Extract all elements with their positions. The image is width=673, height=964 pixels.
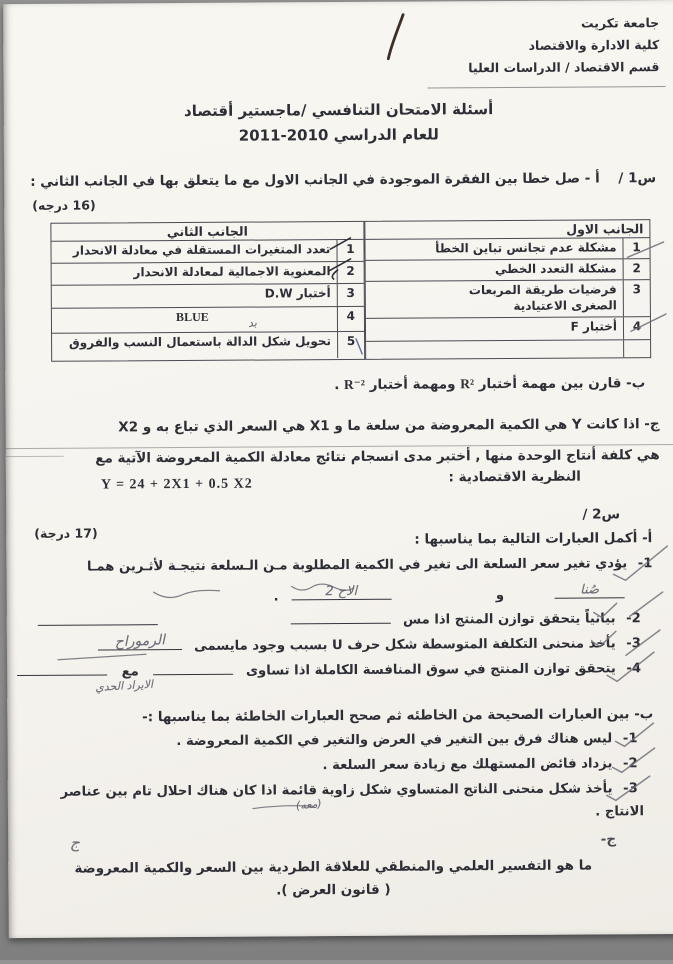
row-text: أختبار F <box>570 319 618 334</box>
row-number: 2 <box>337 262 364 283</box>
table-row <box>365 259 649 282</box>
q2b-item-3-continuation: الانتاج . <box>595 804 645 820</box>
q1-instruction-line <box>30 170 656 190</box>
q2-marks: (17 درجة) <box>34 525 98 541</box>
handwritten-answer: الاح 2 <box>325 583 358 600</box>
q1-part-c-line3: النظرية الاقتصادية : <box>448 468 581 486</box>
handwritten-answer: الرموراح <box>113 632 165 651</box>
table-second-side <box>50 221 365 362</box>
item-text: يأخذ شكل منحنى الناتج المتساوي شكل زاوية قائمة اذا كان هناك احلال تام بين عناصر <box>60 781 613 800</box>
item-text: بيانياً يتحقق توازن المنتج اذا مس <box>402 611 616 628</box>
college-name: كلية الادارة والاقتصاد <box>528 37 660 53</box>
table-row <box>52 262 364 286</box>
sentence-period: . <box>273 589 279 605</box>
row-number: 1 <box>622 238 649 258</box>
exam-title-block <box>124 97 554 150</box>
exam-paper-page <box>3 0 673 938</box>
row-number: 4 <box>623 317 650 339</box>
supply-equation: Y = 24 + 2X1 + 0.5 X2 <box>100 476 253 493</box>
q2-part-c <box>58 854 608 903</box>
item-number: 1- <box>637 556 653 572</box>
row-number: 3 <box>337 284 364 306</box>
row-text: BLUE <box>175 309 209 325</box>
matching-table <box>50 219 651 362</box>
row-number <box>623 340 650 357</box>
row-text: مشكلة عدم تجانس تباين الخطأ <box>435 240 617 256</box>
table-row <box>366 340 650 359</box>
r-bar-squared-symbol: R⁻² <box>343 376 366 393</box>
item-number: 3- <box>623 781 638 797</box>
item-text: ليس هناك فرق بين التغير في العرض والتغير في الكمية المعروضة . <box>176 731 613 750</box>
q2b-item-1 <box>176 731 637 749</box>
q2a-item-3 <box>97 632 641 654</box>
department-name: قسم الاقتصاد / الدراسات العليا <box>468 59 660 76</box>
row-number: 2 <box>623 259 650 279</box>
q2-part-b-header: ب- بين العبارات الصحيحة من الخاطئه ثم صحح العبارات الخاطئة بما يناسبها :- <box>142 706 654 726</box>
university-name: جامعة تكريت <box>580 15 660 31</box>
blank-separator: و <box>495 588 505 604</box>
academic-year: للعام الدراسي 2010-2011 <box>238 125 439 145</box>
item-text: يزداد فائض المستهلك مع زيادة سعر السلعة . <box>322 756 613 774</box>
table-row <box>366 317 650 342</box>
row-text: فرضيات طريقة المربعات الصغرى الاعتيادية <box>468 282 617 314</box>
row-text: تحويل شكل الدالة باستعمال النسب والفروق <box>68 334 332 350</box>
row-number: 1 <box>336 240 363 261</box>
row-text <box>366 340 623 359</box>
row-number: 5 <box>337 332 364 358</box>
exam-title: أسئلة الامتحان التنافسي /ماجستير أقتصاد <box>183 100 494 120</box>
first-side-header: الجانب الاول <box>365 220 649 240</box>
row-text: أختبار D.W <box>264 286 331 301</box>
scan-artifact-line <box>6 456 64 457</box>
q1-instruction: أ - صل خطا بين الفقرة الموجودة في الجانب الاول مع ما يتعلق بها في الجانب الثاني : <box>30 170 600 190</box>
table-row <box>366 280 650 319</box>
table-row <box>52 284 364 309</box>
part-b-period: . <box>334 377 340 394</box>
q1-part-c-line1: ج- اذا كانت Y هي الكمية المعروضة من سلعة ما و X1 هي السعر الذي تباع به و X2 <box>118 416 660 436</box>
handwritten-answer: صُنا <box>580 582 600 598</box>
letterhead-underline <box>428 86 666 88</box>
item-text: يأخذ منحنى التكلفة المتوسطة شكل حرف U بسبب وجود مايسمى <box>194 636 616 654</box>
q2a-item-1 <box>87 556 653 574</box>
r-squared-symbol: R² <box>460 376 475 392</box>
answer-blank <box>153 663 233 675</box>
table-row <box>52 307 364 334</box>
item-text: يؤدي تغير سعر السلعة الى تغير في الكمية المطلوبة مـن الـسلعة نتيجـة لأثـرين همـا <box>86 556 628 575</box>
row-number: 3 <box>623 280 650 316</box>
pen-stroke-header <box>388 15 403 59</box>
item-number: 3- <box>626 636 641 652</box>
q2b-item-3 <box>61 781 638 800</box>
item-number: 1- <box>622 731 638 747</box>
handwritten-margin-letter: ج <box>69 833 81 852</box>
table-row <box>365 238 649 261</box>
handwritten-note-blue-row: بد <box>247 316 258 331</box>
row-number: 4 <box>337 307 364 331</box>
q2a-item-4 <box>17 660 641 680</box>
q2-part-c-line1: ما هو التفسير العلمي والمنطقي للعلاقة الطردية بين السعر والكمية المعروضة <box>74 857 593 877</box>
q1-marks: (16 درجه) <box>32 197 96 213</box>
q1-number: س1 / <box>618 170 657 187</box>
q2a-item-2 <box>38 610 641 630</box>
q1-part-c-line2: هي كلفة أنتاج الوحدة منها , أختبر مدى انسجام نتائج معادلة الكمية المعروضة الآتية مع <box>95 447 660 467</box>
item-number: 4- <box>626 661 642 677</box>
item-number: 2- <box>626 611 641 627</box>
blank-separator: مع <box>121 664 139 680</box>
q2-number: س2 / <box>582 506 621 523</box>
q2-part-c-line2: ( قانون العرض ). <box>276 881 391 899</box>
q2a-item-1-blanks <box>273 582 625 605</box>
answer-blank <box>290 612 390 625</box>
answer-blank <box>38 613 158 626</box>
letterhead <box>468 12 660 79</box>
handwritten-correction-note: (معه) <box>295 797 323 813</box>
table-first-side <box>364 219 651 360</box>
second-side-header: الجانب الثاني <box>51 222 363 242</box>
part-b-text: ب- قارن بين مهمة أختبار <box>478 375 646 393</box>
answer-blank <box>97 632 181 651</box>
row-text: تعدد المتغيرات المستقلة في معادلة الانحدار <box>72 242 331 258</box>
table-row <box>52 332 364 360</box>
answer-blank <box>555 582 625 598</box>
item-number: 2- <box>622 756 638 772</box>
part-b-text: ومهمة أختبار <box>369 376 456 393</box>
row-text: المعنوية الاجمالية لمعادلة الانحدار <box>133 264 331 280</box>
handwritten-note-marginal-revenue: الايراد الحدي <box>94 677 154 695</box>
answer-blank <box>17 663 107 676</box>
q2b-item-2 <box>322 756 637 773</box>
answer-blank <box>291 583 391 601</box>
row-text: مشكلة التعدد الخطي <box>494 261 617 277</box>
q1-part-b <box>334 375 645 393</box>
item-text: يتحقق توازن المنتج في سوق المنافسة الكاملة اذا تساوى <box>245 661 616 679</box>
table-row <box>51 240 363 264</box>
q2-part-a-header: أ- أكمل العبارات التالية بما يناسبها : <box>414 530 653 548</box>
q2-part-c-label: ج- <box>600 831 617 848</box>
